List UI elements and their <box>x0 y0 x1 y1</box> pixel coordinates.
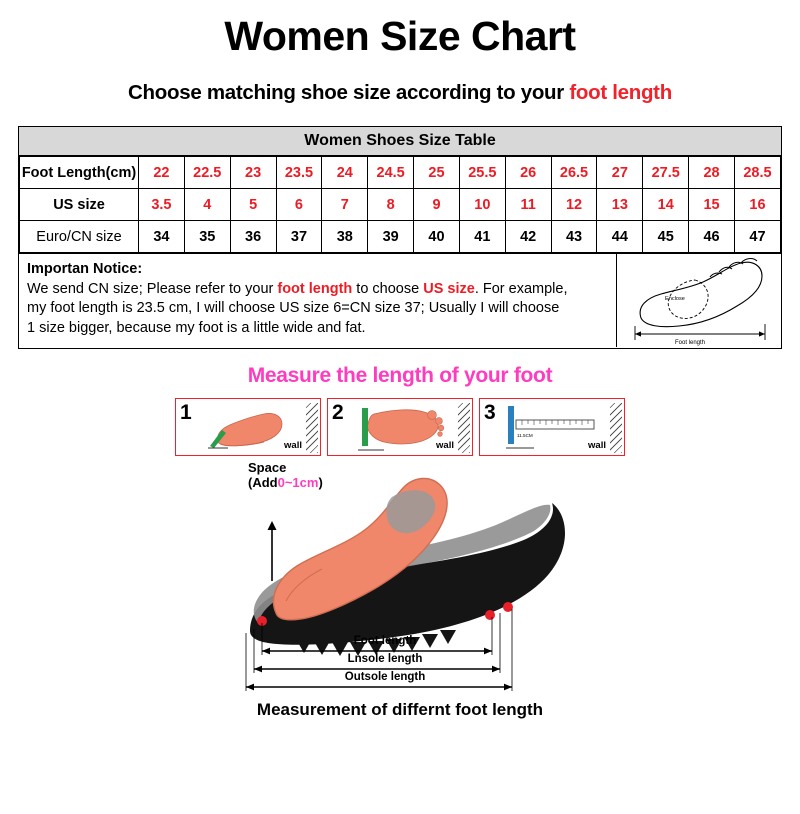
enclose-label: Enclose <box>665 296 685 303</box>
cell-euro-size-1: 35 <box>184 221 230 253</box>
step-number: 3 <box>484 401 496 425</box>
cell-foot-length-4: 24 <box>322 157 368 189</box>
wall-hatch <box>306 403 318 453</box>
size-table <box>19 156 781 253</box>
size-table-wrapper <box>18 126 782 254</box>
cell-foot-length-7: 25.5 <box>459 157 505 189</box>
wall-label: wall <box>284 440 302 452</box>
cell-us-size-4: 7 <box>322 189 368 221</box>
cell-us-size-5: 8 <box>368 189 414 221</box>
diagram-caption: Measurement of differnt foot length <box>256 700 544 720</box>
cell-foot-length-5: 24.5 <box>368 157 414 189</box>
cell-foot-length-3: 23.5 <box>276 157 322 189</box>
notice-line1-part-c: to choose <box>352 280 424 297</box>
notice-line-3: 1 size bigger, because my foot is a little wide and fat. <box>27 319 366 336</box>
cell-foot-length-10: 27 <box>597 157 643 189</box>
row-label-euro-cn-size: Euro/CN size <box>20 221 139 253</box>
size-table-title: Women Shoes Size Table <box>19 127 781 156</box>
foot-outline-icon <box>617 254 781 346</box>
cell-us-size-10: 13 <box>597 189 643 221</box>
cell-foot-length-13: 28.5 <box>734 157 780 189</box>
cell-us-size-8: 11 <box>505 189 551 221</box>
dimension-label-foot-length: Foot length <box>353 635 417 648</box>
cell-foot-length-12: 28 <box>689 157 735 189</box>
cell-euro-size-9: 43 <box>551 221 597 253</box>
measure-step-3 <box>479 398 625 456</box>
notice-line1-foot-length: foot length <box>277 280 353 297</box>
table-row <box>20 189 781 221</box>
important-notice <box>18 254 782 349</box>
foot-length-label: Foot length <box>675 340 706 347</box>
cell-us-size-12: 15 <box>689 189 735 221</box>
table-row <box>20 157 781 189</box>
dimension-label-outsole-length: Outsole length <box>344 671 426 684</box>
cell-us-size-1: 4 <box>184 189 230 221</box>
measure-step-2 <box>327 398 473 456</box>
cell-us-size-11: 14 <box>643 189 689 221</box>
measure-step-1 <box>175 398 321 456</box>
table-row <box>20 221 781 253</box>
subtitle-highlight: foot length <box>569 81 672 105</box>
cell-euro-size-0: 34 <box>139 221 185 253</box>
size-chart-page <box>0 14 800 814</box>
cell-euro-size-8: 42 <box>505 221 551 253</box>
page-title: Women Size Chart <box>224 13 576 59</box>
marker-toe-outer <box>485 610 495 620</box>
wall-label: wall <box>588 440 606 452</box>
cell-us-size-3: 6 <box>276 189 322 221</box>
cell-foot-length-2: 23 <box>230 157 276 189</box>
cell-euro-size-6: 40 <box>414 221 460 253</box>
step-number: 1 <box>180 401 192 425</box>
notice-line-2: my foot length is 23.5 cm, I will choose US size 6=CN size 37; Usually I will choose <box>27 300 560 317</box>
cell-foot-length-8: 26 <box>505 157 551 189</box>
cell-us-size-0: 3.5 <box>139 189 185 221</box>
cell-us-size-6: 9 <box>414 189 460 221</box>
cell-us-size-9: 12 <box>551 189 597 221</box>
cell-euro-size-10: 44 <box>597 221 643 253</box>
cell-foot-length-1: 22.5 <box>184 157 230 189</box>
cell-us-size-13: 16 <box>734 189 780 221</box>
cell-us-size-7: 10 <box>459 189 505 221</box>
notice-line1-us-size: US size <box>423 280 475 297</box>
notice-line1-part-e: . For example, <box>474 280 568 297</box>
space-label-add: (Add <box>248 475 278 491</box>
cell-euro-size-12: 46 <box>689 221 735 253</box>
cell-foot-length-9: 26.5 <box>551 157 597 189</box>
notice-text <box>19 254 615 338</box>
measure-section-title: Measure the length of your foot <box>247 364 553 388</box>
page-subtitle <box>0 81 800 105</box>
marker-outsole-end <box>503 602 513 612</box>
cell-euro-size-13: 47 <box>734 221 780 253</box>
foot-outline-figure <box>616 254 781 347</box>
cell-euro-size-7: 41 <box>459 221 505 253</box>
wall-hatch <box>458 403 470 453</box>
cell-us-size-2: 5 <box>230 189 276 221</box>
cell-euro-size-11: 45 <box>643 221 689 253</box>
measure-steps <box>175 398 625 458</box>
ruler-value-label: 11.5CM <box>517 433 533 439</box>
notice-line-1 <box>27 280 607 300</box>
notice-line1-part-a: We send CN size; Please refer to your <box>27 280 278 297</box>
subtitle-text: Choose matching shoe size according to your <box>128 81 570 105</box>
foot-in-shoe-diagram <box>0 460 800 698</box>
space-label-close: ) <box>318 475 323 491</box>
cell-euro-size-3: 37 <box>276 221 322 253</box>
cell-euro-size-5: 39 <box>368 221 414 253</box>
notice-heading: Importan Notice: <box>27 261 143 278</box>
space-label-line1: Space <box>248 460 287 476</box>
wall-label: wall <box>436 440 454 452</box>
step-number: 2 <box>332 401 344 425</box>
cell-euro-size-4: 38 <box>322 221 368 253</box>
row-label-us-size: US size <box>20 189 139 221</box>
cell-foot-length-6: 25 <box>414 157 460 189</box>
cell-foot-length-0: 22 <box>139 157 185 189</box>
cell-euro-size-2: 36 <box>230 221 276 253</box>
space-label-range: 0~1cm <box>277 475 319 491</box>
wall-hatch <box>610 403 622 453</box>
dimension-label-insole-length: Lnsole length <box>347 653 423 666</box>
row-label-foot-length: Foot Length(cm) <box>20 157 139 189</box>
cell-foot-length-11: 27.5 <box>643 157 689 189</box>
